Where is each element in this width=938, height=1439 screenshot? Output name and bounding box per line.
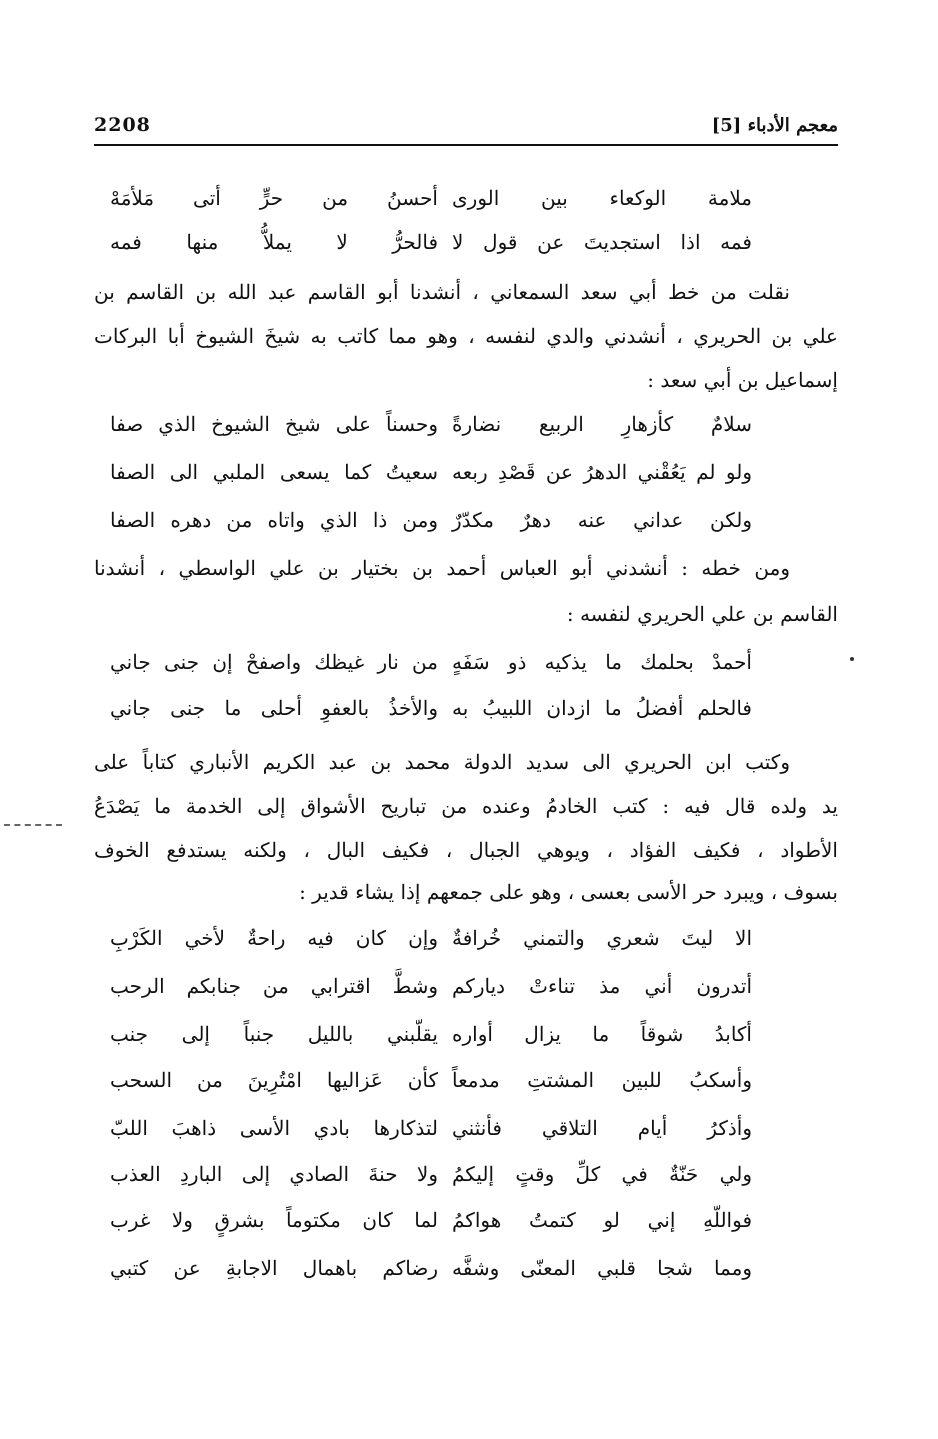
verse-line — [94, 178, 838, 222]
verse-hemistich-first: سلامٌ كأزهارِ الربيع نضارةً — [452, 412, 752, 436]
verse-hemistich-second: كأن عَزاليها امْتُرِينَ من السحب — [110, 1068, 438, 1092]
prose-text: يد ولده قال فيه : كتب الخادمُ وعنده من تباريح الأشواق إلى الخدمة ما يَصْدَعُ — [94, 794, 838, 818]
prose-line — [94, 272, 838, 314]
verse-line — [94, 966, 838, 1010]
verse-line — [94, 918, 838, 962]
verse-hemistich-second: وشطَّ اقترابي من جنابكم الرحب — [110, 974, 438, 998]
prose-text: القاسم بن علي الحريري لنفسه : — [566, 602, 838, 626]
verse-line — [94, 642, 838, 686]
verse-line — [94, 1060, 838, 1104]
verse-hemistich-first: فواللّهِ إني لو كتمتُ هواكمُ — [452, 1208, 752, 1232]
verse-line — [94, 452, 838, 496]
verse-hemistich-second: أحسنُ من حرٍّ أتى مَلأمَهْ — [110, 186, 438, 210]
verse-line — [94, 222, 838, 266]
prose-text: الأطواد ، فكيف الفؤاد ، ويوهي الجبال ، فكيف البال ، ولكنه يستدفع الخوف — [94, 838, 838, 862]
verse-hemistich-second: سعيتُ كما يسعى الملبي الى الصفا — [110, 460, 438, 484]
page-number: 2208 — [94, 114, 151, 136]
verse-hemistich-second: رضاكم باهمال الاجابةِ عن كتبي — [110, 1256, 438, 1280]
verse-line — [94, 1108, 838, 1152]
verse-hemistich-second: ومن ذا الذي واتاه من دهره الصفا — [110, 508, 438, 532]
verse-line — [94, 688, 838, 732]
prose-line — [94, 594, 838, 636]
verse-hemistich-second: ولا حنةَ الصادي إلى الباردِ العذب — [110, 1162, 438, 1186]
prose-line — [94, 830, 838, 872]
verse-hemistich-first: ملامة الوكعاء بين الورى — [452, 186, 752, 210]
prose-text: علي بن الحريري ، أنشدني والدي لنفسه ، وهو مما كاتب به شيخَ الشيوخ أبا البركات — [94, 324, 838, 348]
verse-hemistich-first: فمه اذا استجديتَ عن قول لا — [452, 230, 752, 254]
verse-hemistich-second: فالحرُّ لا يملاُّ منها فمه — [110, 230, 438, 254]
verse-hemistich-first: الا ليتَ شعري والتمني خُرافةٌ — [452, 926, 752, 950]
prose-text: بسوف ، ويبرد حر الأسى بعسى ، وهو على جمعهم إذا يشاء قدير : — [299, 880, 838, 904]
prose-line — [94, 786, 838, 828]
prose-line — [94, 316, 838, 358]
verse-line — [94, 404, 838, 448]
margin-mark — [850, 657, 854, 661]
margin-scan-mark — [4, 824, 62, 826]
verse-hemistich-first: أحمدْ بحلمك ما يذكيه ذو سَفَهٍ — [452, 650, 752, 674]
running-head: معجم الأدباء [5] — [711, 115, 838, 136]
page-header — [94, 106, 838, 146]
verse-line — [94, 500, 838, 544]
prose-line — [94, 872, 838, 914]
verse-hemistich-second: يقلّبني بالليل جنباً إلى جنب — [110, 1022, 438, 1046]
prose-line — [94, 742, 838, 784]
prose-text: إسماعيل بن أبي سعد : — [647, 368, 838, 392]
verse-hemistich-first: وأذكرُ أيام التلاقي فأنثني — [452, 1116, 752, 1140]
verse-line — [94, 1200, 838, 1244]
verse-hemistich-first: ولكن عداني عنه دهرٌ مكدّرٌ — [452, 508, 752, 532]
verse-hemistich-second: والأخذُ بالعفوِ أحلى ما جنى جاني — [110, 696, 438, 720]
prose-line — [94, 548, 838, 590]
verse-hemistich-first: فالحلم أفضلُ ما ازدان اللبيبُ به — [452, 696, 752, 720]
verse-hemistich-first: ومما شجا قلبي المعنّى وشفَّه — [452, 1256, 752, 1280]
verse-hemistich-first: أكابدُ شوقاً ما يزال أواره — [452, 1022, 752, 1046]
verse-hemistich-second: من نار غيظك واصفحْ إن جنى جاني — [110, 650, 438, 674]
verse-hemistich-first: أتدرون أني مذ تناءتْ دياركم — [452, 974, 752, 998]
verse-line — [94, 1154, 838, 1198]
verse-hemistich-first: وأسكبُ للبين المشتتِ مدمعاً — [452, 1068, 752, 1092]
verse-hemistich-second: وحسناً على شيخ الشيوخ الذي صفا — [110, 412, 438, 436]
verse-line — [94, 1248, 838, 1292]
verse-hemistich-second: وإن كان فيه راحةٌ لأخي الكَرْبِ — [110, 926, 438, 950]
prose-line — [94, 360, 838, 402]
prose-text: نقلت من خط أبي سعد السمعاني ، أنشدنا أبو القاسم عبد الله بن القاسم بن — [94, 280, 790, 304]
verse-hemistich-first: ولي حَنّةٌ في كلِّ وقتٍ إليكمُ — [452, 1162, 752, 1186]
prose-text: وكتب ابن الحريري الى سديد الدولة محمد بن عبد الكريم الأنباري كتاباً على — [94, 750, 790, 774]
verse-line — [94, 1014, 838, 1058]
verse-hemistich-second: لتذكارها بادي الأسى ذاهبَ اللبّ — [110, 1116, 438, 1140]
verse-hemistich-first: ولو لم يَعُقْني الدهرُ عن قَصْدِ ربعه — [452, 460, 752, 484]
prose-text: ومن خطه : أنشدني أبو العباس أحمد بن بختيار بن علي الواسطي ، أنشدنا — [94, 556, 790, 580]
verse-hemistich-second: لما كان مكتوماً بشرقٍ ولا غرب — [110, 1208, 438, 1232]
